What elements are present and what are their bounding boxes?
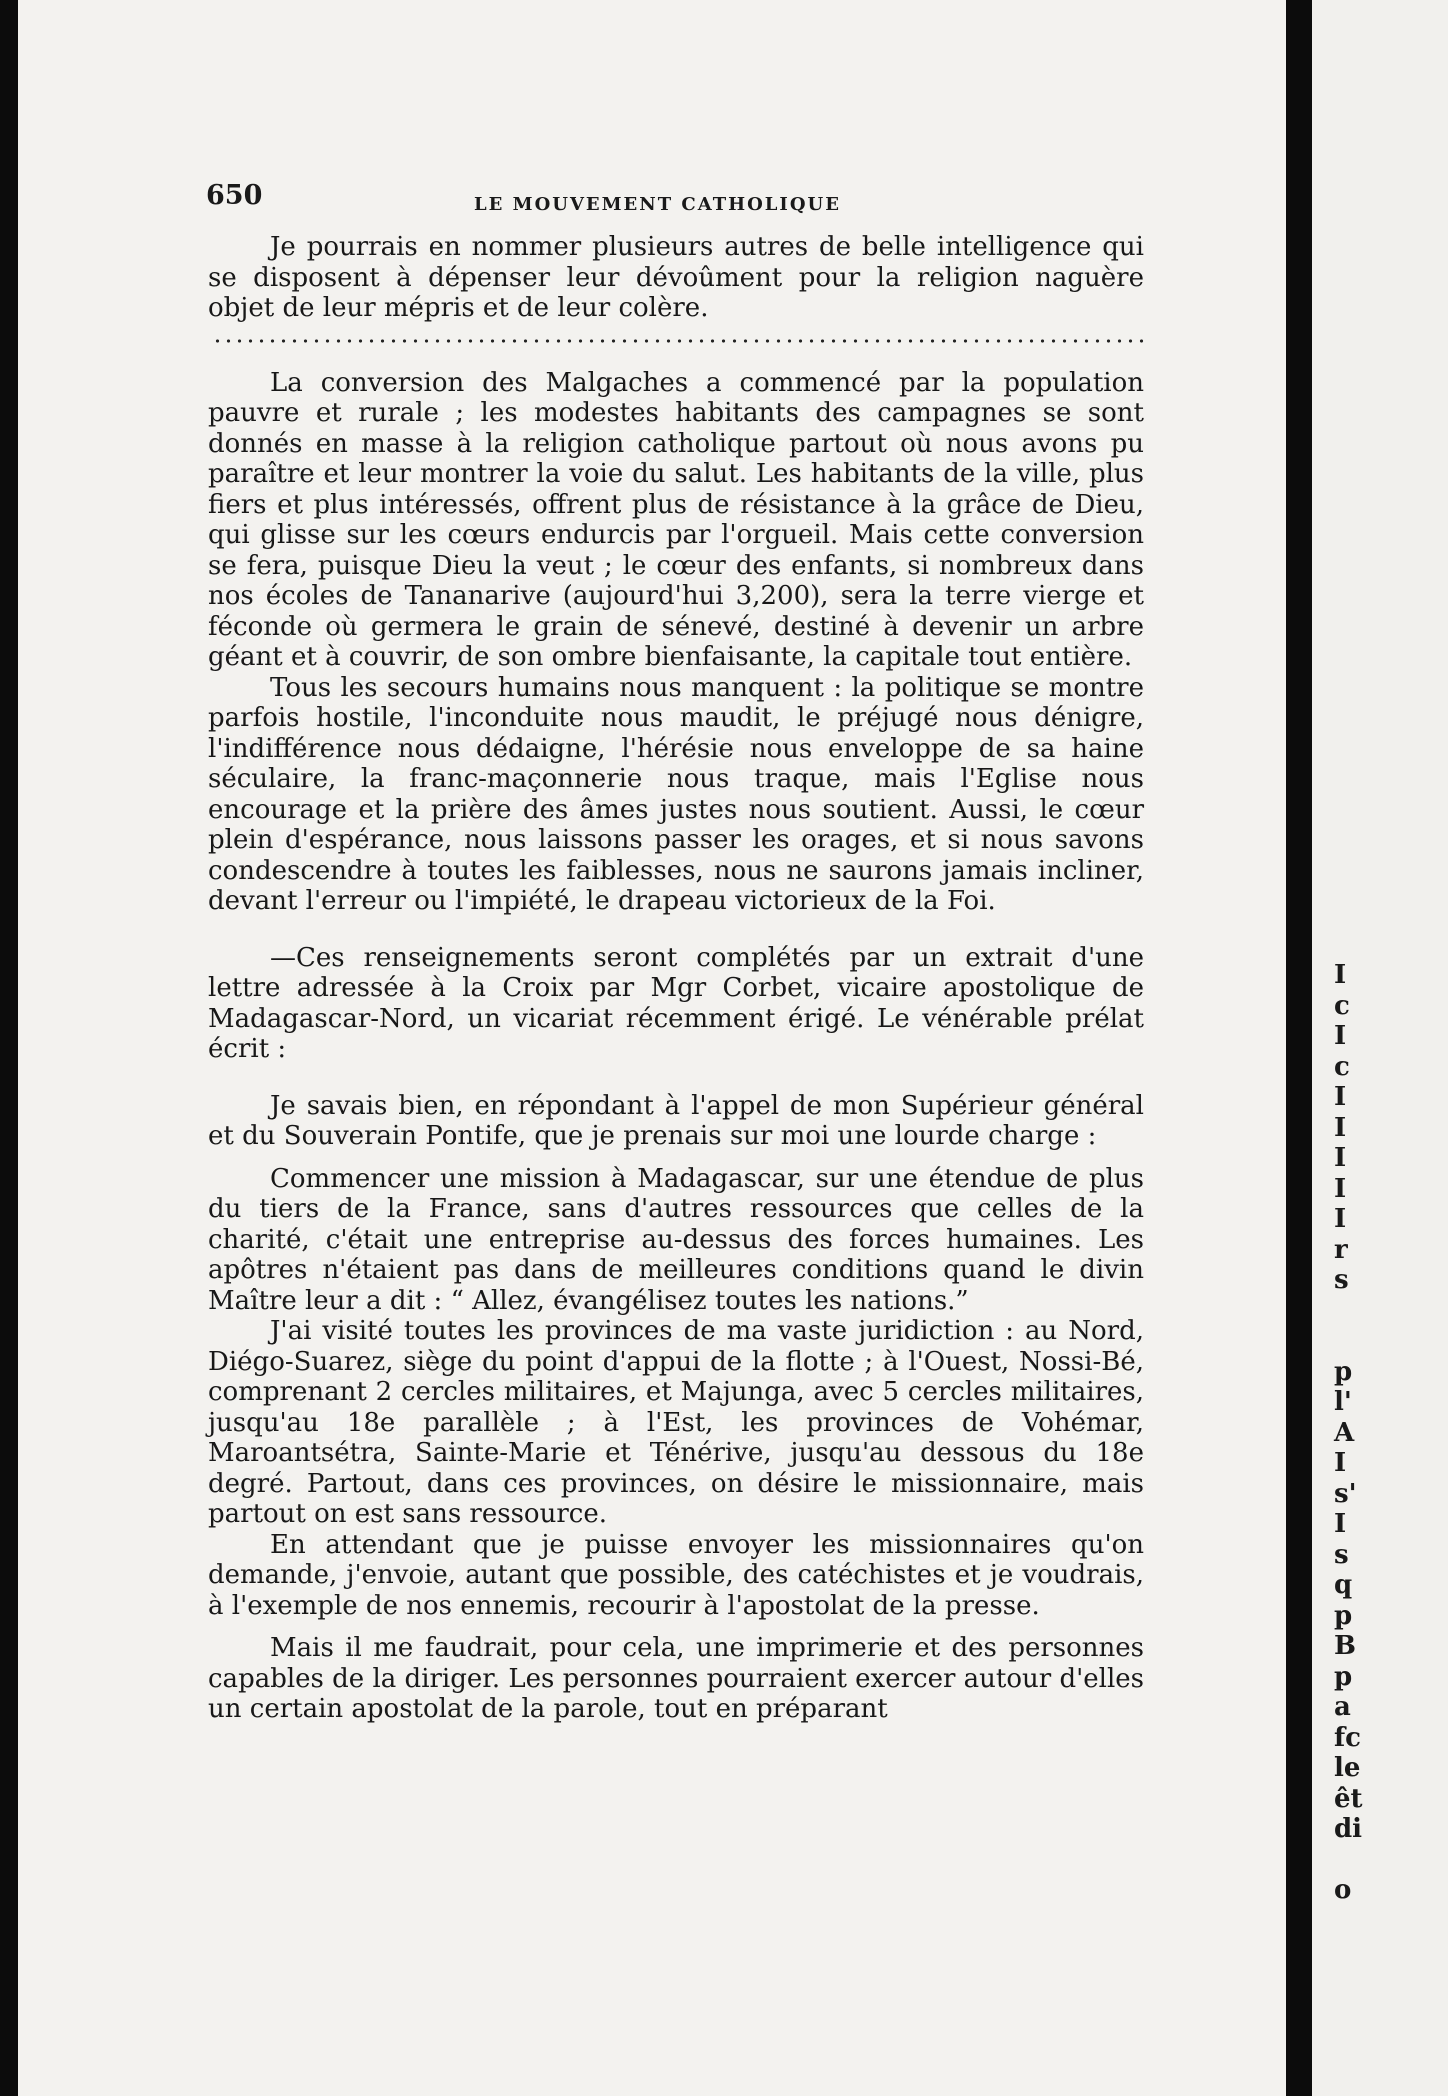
facing-fragment: B xyxy=(1334,1631,1356,1661)
facing-fragment: di xyxy=(1334,1814,1363,1844)
facing-fragment: l' xyxy=(1334,1387,1352,1417)
facing-fragment: a xyxy=(1334,1692,1351,1722)
facing-fragment: p xyxy=(1334,1356,1353,1387)
facing-fragment: c xyxy=(1334,990,1350,1021)
facing-fragment: I xyxy=(1334,1448,1347,1478)
facing-fragment: I xyxy=(1334,1143,1347,1173)
facing-fragment: I xyxy=(1334,1509,1347,1539)
paragraph: Je savais bien, en répondant à l'appel de mon Supérieur général et du Souverain Pontife, que je prenais sur moi une lourde charge : xyxy=(208,1090,1144,1151)
facing-fragment: c xyxy=(1334,1051,1350,1082)
facing-page-edge xyxy=(1312,0,1448,2096)
paragraph: Commencer une mission à Madagascar, sur une étendue de plus du tiers de la France, sans d'autres ressources que celles de la charité, c'était une entreprise au-dessus des forces humaines. Les apôtres n'étaient pas dans de meilleures conditions quand le divin Maître leur a dit : “ Allez, évangélisez toutes les nations.” xyxy=(208,1163,1144,1316)
paragraph: Je pourrais en nommer plusieurs autres de belle intelligence qui se disposent à dépenser leur dévoûment pour la religion naguère objet de leur mépris et de leur colère. xyxy=(208,232,1144,323)
section-spacer xyxy=(208,1152,1144,1164)
facing-page-text xyxy=(1334,960,1434,1906)
dotted-separator xyxy=(212,338,1144,344)
facing-fragment xyxy=(1334,1326,1434,1357)
section-spacer xyxy=(208,917,1144,943)
facing-fragment: r xyxy=(1334,1234,1348,1265)
page-number: 650 xyxy=(206,180,263,211)
facing-fragment xyxy=(1334,1296,1434,1327)
facing-fragment: A xyxy=(1334,1417,1355,1448)
facing-fragment: êt xyxy=(1334,1783,1363,1814)
facing-fragment: fc xyxy=(1334,1722,1362,1753)
facing-fragment: o xyxy=(1334,1875,1352,1905)
paragraph: La conversion des Malgaches a commencé par la population pauvre et rurale ; les modestes habitants des campagnes se sont donnés en masse à la religion catholique partout où nous avons pu paraître et leur montrer la voie du salut. Les habitants de la ville, plus fiers et plus intéressés, offrent plus de résistance à la grâce de Dieu, qui glisse sur les cœurs endurcis par l'orgueil. Mais cette conversion se fera, puisque Dieu la veut ; le cœur des enfants, si nombreux dans nos écoles de Tananarive (aujourd'hui 3,200), sera la terre vierge et féconde où germera le grain de sénevé, destiné à devenir un arbre géant et à couvrir, de son ombre bienfaisante, la capitale tout entière. xyxy=(208,367,1144,672)
facing-fragment: s xyxy=(1334,1539,1349,1570)
facing-fragment: I xyxy=(1334,1082,1347,1112)
paragraph: —Ces renseignements seront complétés par un extrait d'une lettre adressée à la Croix par Mgr Corbet, vicaire apostolique de Madagascar-Nord, un vicariat récemment érigé. Le vénérable prélat écrit : xyxy=(208,942,1144,1064)
facing-fragment: I xyxy=(1334,1112,1347,1143)
facing-fragment: I xyxy=(1334,960,1347,990)
facing-fragment: I xyxy=(1334,1021,1347,1051)
page-header xyxy=(206,180,1166,220)
page-body xyxy=(208,232,1144,1725)
facing-fragment: le xyxy=(1334,1753,1361,1783)
paragraph: Mais il me faudrait, pour cela, une imprimerie et des personnes capables de la diriger. Les personnes pourraient exercer autour d'elles un certain apostolat de la parole, tout en préparant xyxy=(208,1633,1144,1724)
facing-fragment: p xyxy=(1334,1661,1353,1692)
section-spacer xyxy=(208,1621,1144,1633)
facing-fragment: q xyxy=(1334,1570,1353,1600)
facing-fragment xyxy=(1334,1845,1434,1876)
facing-fragment: s' xyxy=(1334,1478,1357,1509)
facing-fragment: I xyxy=(1334,1204,1347,1234)
paragraph: Tous les secours humains nous manquent : la politique se montre parfois hostile, l'inconduite nous maudit, le préjugé nous dénigre, l'indifférence nous dédaigne, l'hérésie nous enveloppe de sa haine séculaire, la franc-maçonnerie nous traque, mais l'Eglise nous encourage et la prière des âmes justes nous soutient. Aussi, le cœur plein d'espérance, nous laissons passer les orages, et si nous savons condescendre à toutes les faiblesses, nous ne saurons jamais incliner, devant l'erreur ou l'impiété, le drapeau victorieux de la Foi. xyxy=(208,672,1144,916)
facing-fragment: s xyxy=(1334,1265,1349,1295)
facing-fragment: I xyxy=(1334,1173,1347,1204)
page-gutter xyxy=(1286,0,1312,2096)
facing-fragment: p xyxy=(1334,1600,1353,1631)
paragraph: J'ai visité toutes les provinces de ma vaste juridiction : au Nord, Diégo-Suarez, siège du point d'appui de la flotte ; à l'Ouest, Nossi-Bé, comprenant 2 cercles militaires, et Majunga, avec 5 cercles militaires, jusqu'au 18e parallèle ; à l'Est, les provinces de Vohémar, Maroantsétra, Sainte-Marie et Ténérive, jusqu'au dessous du 18e degré. Partout, dans ces provinces, on désire le missionnaire, mais partout on est sans ressource. xyxy=(208,1316,1144,1529)
section-spacer xyxy=(208,1065,1144,1091)
paragraph: En attendant que je puisse envoyer les missionnaires qu'on demande, j'envoie, autant que possible, des catéchistes et je voudrais, à l'exemple de nos ennemis, recourir à l'apostolat de la presse. xyxy=(208,1529,1144,1621)
running-head: LE MOUVEMENT CATHOLIQUE xyxy=(474,194,841,215)
